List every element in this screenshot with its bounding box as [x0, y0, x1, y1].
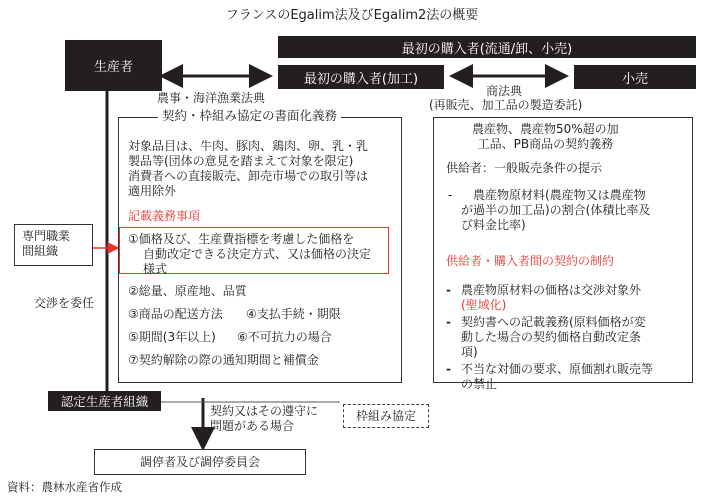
pb-heading-line-1: 農産物、農産物50%超の加	[472, 122, 619, 136]
scope-line-3: 消費者への直接販売、卸売市場での取引等は	[128, 169, 369, 183]
pb-bullet-line-3: び料金比率)	[461, 218, 526, 232]
pb-heading	[472, 122, 619, 152]
restriction-3-line-2: の禁止	[461, 377, 498, 391]
professional-org-line-2: 間組織	[22, 244, 59, 258]
pb-bullet-dash: -	[448, 188, 453, 202]
restriction-1-line: 農産物原材料の価格は交渉対象外	[461, 283, 642, 297]
scope-line-1: 対象品目は、牛肉、豚肉、鶏肉、卵、乳・乳	[128, 139, 369, 153]
sanctuary-label: (聖域化)	[461, 298, 507, 312]
framework-agreement-box: 枠組み協定	[343, 404, 429, 428]
negotiation-label: 交渉を委任	[34, 296, 95, 310]
certified-producer-org-box: 認定生産者組織	[48, 391, 161, 411]
restriction-2-line-2: 動した場合の契約価格自動改定条	[461, 330, 642, 344]
item-1-line-3: 様式	[143, 262, 168, 276]
item-1-line-2: 自動改定できる決定方式、又は価格の決定	[143, 247, 372, 261]
restriction-heading: 供給者・購入者間の契約の制約	[446, 254, 615, 268]
professional-org-line-1: 専門職業	[22, 229, 71, 243]
professional-org-box	[14, 224, 93, 266]
dispute-line-1: 契約又はその遵守に	[210, 404, 319, 418]
pb-heading-line-2: 工品、PB商品の契約義務	[477, 137, 614, 151]
restriction-2	[461, 315, 646, 360]
retail-box: 小売	[574, 65, 696, 89]
required-items-heading: 記載義務事項	[128, 209, 201, 223]
dispute-text	[210, 404, 318, 434]
first-buyer-processing-box: 最初の購入者(加工)	[278, 65, 444, 89]
first-buyer-distribution-box: 最初の購入者(流通/卸、小売)	[278, 36, 696, 58]
supplier-line: 供給者：一般販売条件の提示	[446, 161, 603, 175]
agri-fish-code-label: 農事・海洋漁業法典	[157, 91, 266, 105]
restriction-2-line-1: 契約書への記載義務(原料価格が変	[461, 315, 646, 329]
item-1-box	[119, 227, 389, 274]
restriction-1-dash: -	[446, 283, 451, 297]
item-6: ⑥不可抗力の場合	[237, 330, 332, 344]
pb-bullet-line-2: が過半の加工品)の割合(体積比率及	[461, 203, 651, 217]
item-2: ②総量、原産地、品質	[128, 284, 247, 298]
commercial-code-note: (再販売、加工品の製造委託)	[429, 98, 583, 112]
scope-line-2: 製品等(団体の意見を踏まえて対象を限定)	[128, 154, 354, 168]
pb-bullet-line-1: 農産物原材料(農産物又は農産物	[473, 188, 646, 202]
restriction-3-dash: -	[446, 362, 451, 376]
item-1-line-1: ①価格及び、生産費指標を考慮した価格を	[128, 232, 355, 246]
item-4: ④支払手続・期限	[246, 307, 341, 321]
source-note: 資料：農林水産省作成	[7, 480, 122, 494]
item-5: ⑤期間(3年以上)	[128, 330, 216, 344]
contract-obligation-title: 契約・枠組み協定の書面化義務	[158, 108, 341, 123]
commercial-code-label: 商法典	[486, 84, 523, 98]
restriction-2-line-3: 項)	[461, 345, 478, 359]
diagram-title: フランスのEgalim法及びEgalim2法の概要	[225, 8, 479, 23]
item-7: ⑦契約解除の際の通知期間と補償金	[128, 353, 319, 367]
restriction-2-dash: -	[446, 315, 451, 329]
dispute-line-2: 問題がある場合	[210, 419, 295, 433]
producer-box: 生産者	[65, 40, 162, 91]
restriction-3-line-1: 不当な対価の要求、原価割れ販売等	[461, 362, 654, 376]
pb-bullet-text	[461, 188, 650, 233]
item-3: ③商品の配送方法	[128, 307, 223, 321]
restriction-1	[461, 283, 641, 313]
restriction-3	[461, 362, 653, 392]
scope-line-4: 適用除外	[128, 184, 177, 198]
mediator-box: 調停者及び調停委員会	[94, 449, 306, 475]
scope-text	[128, 139, 368, 199]
